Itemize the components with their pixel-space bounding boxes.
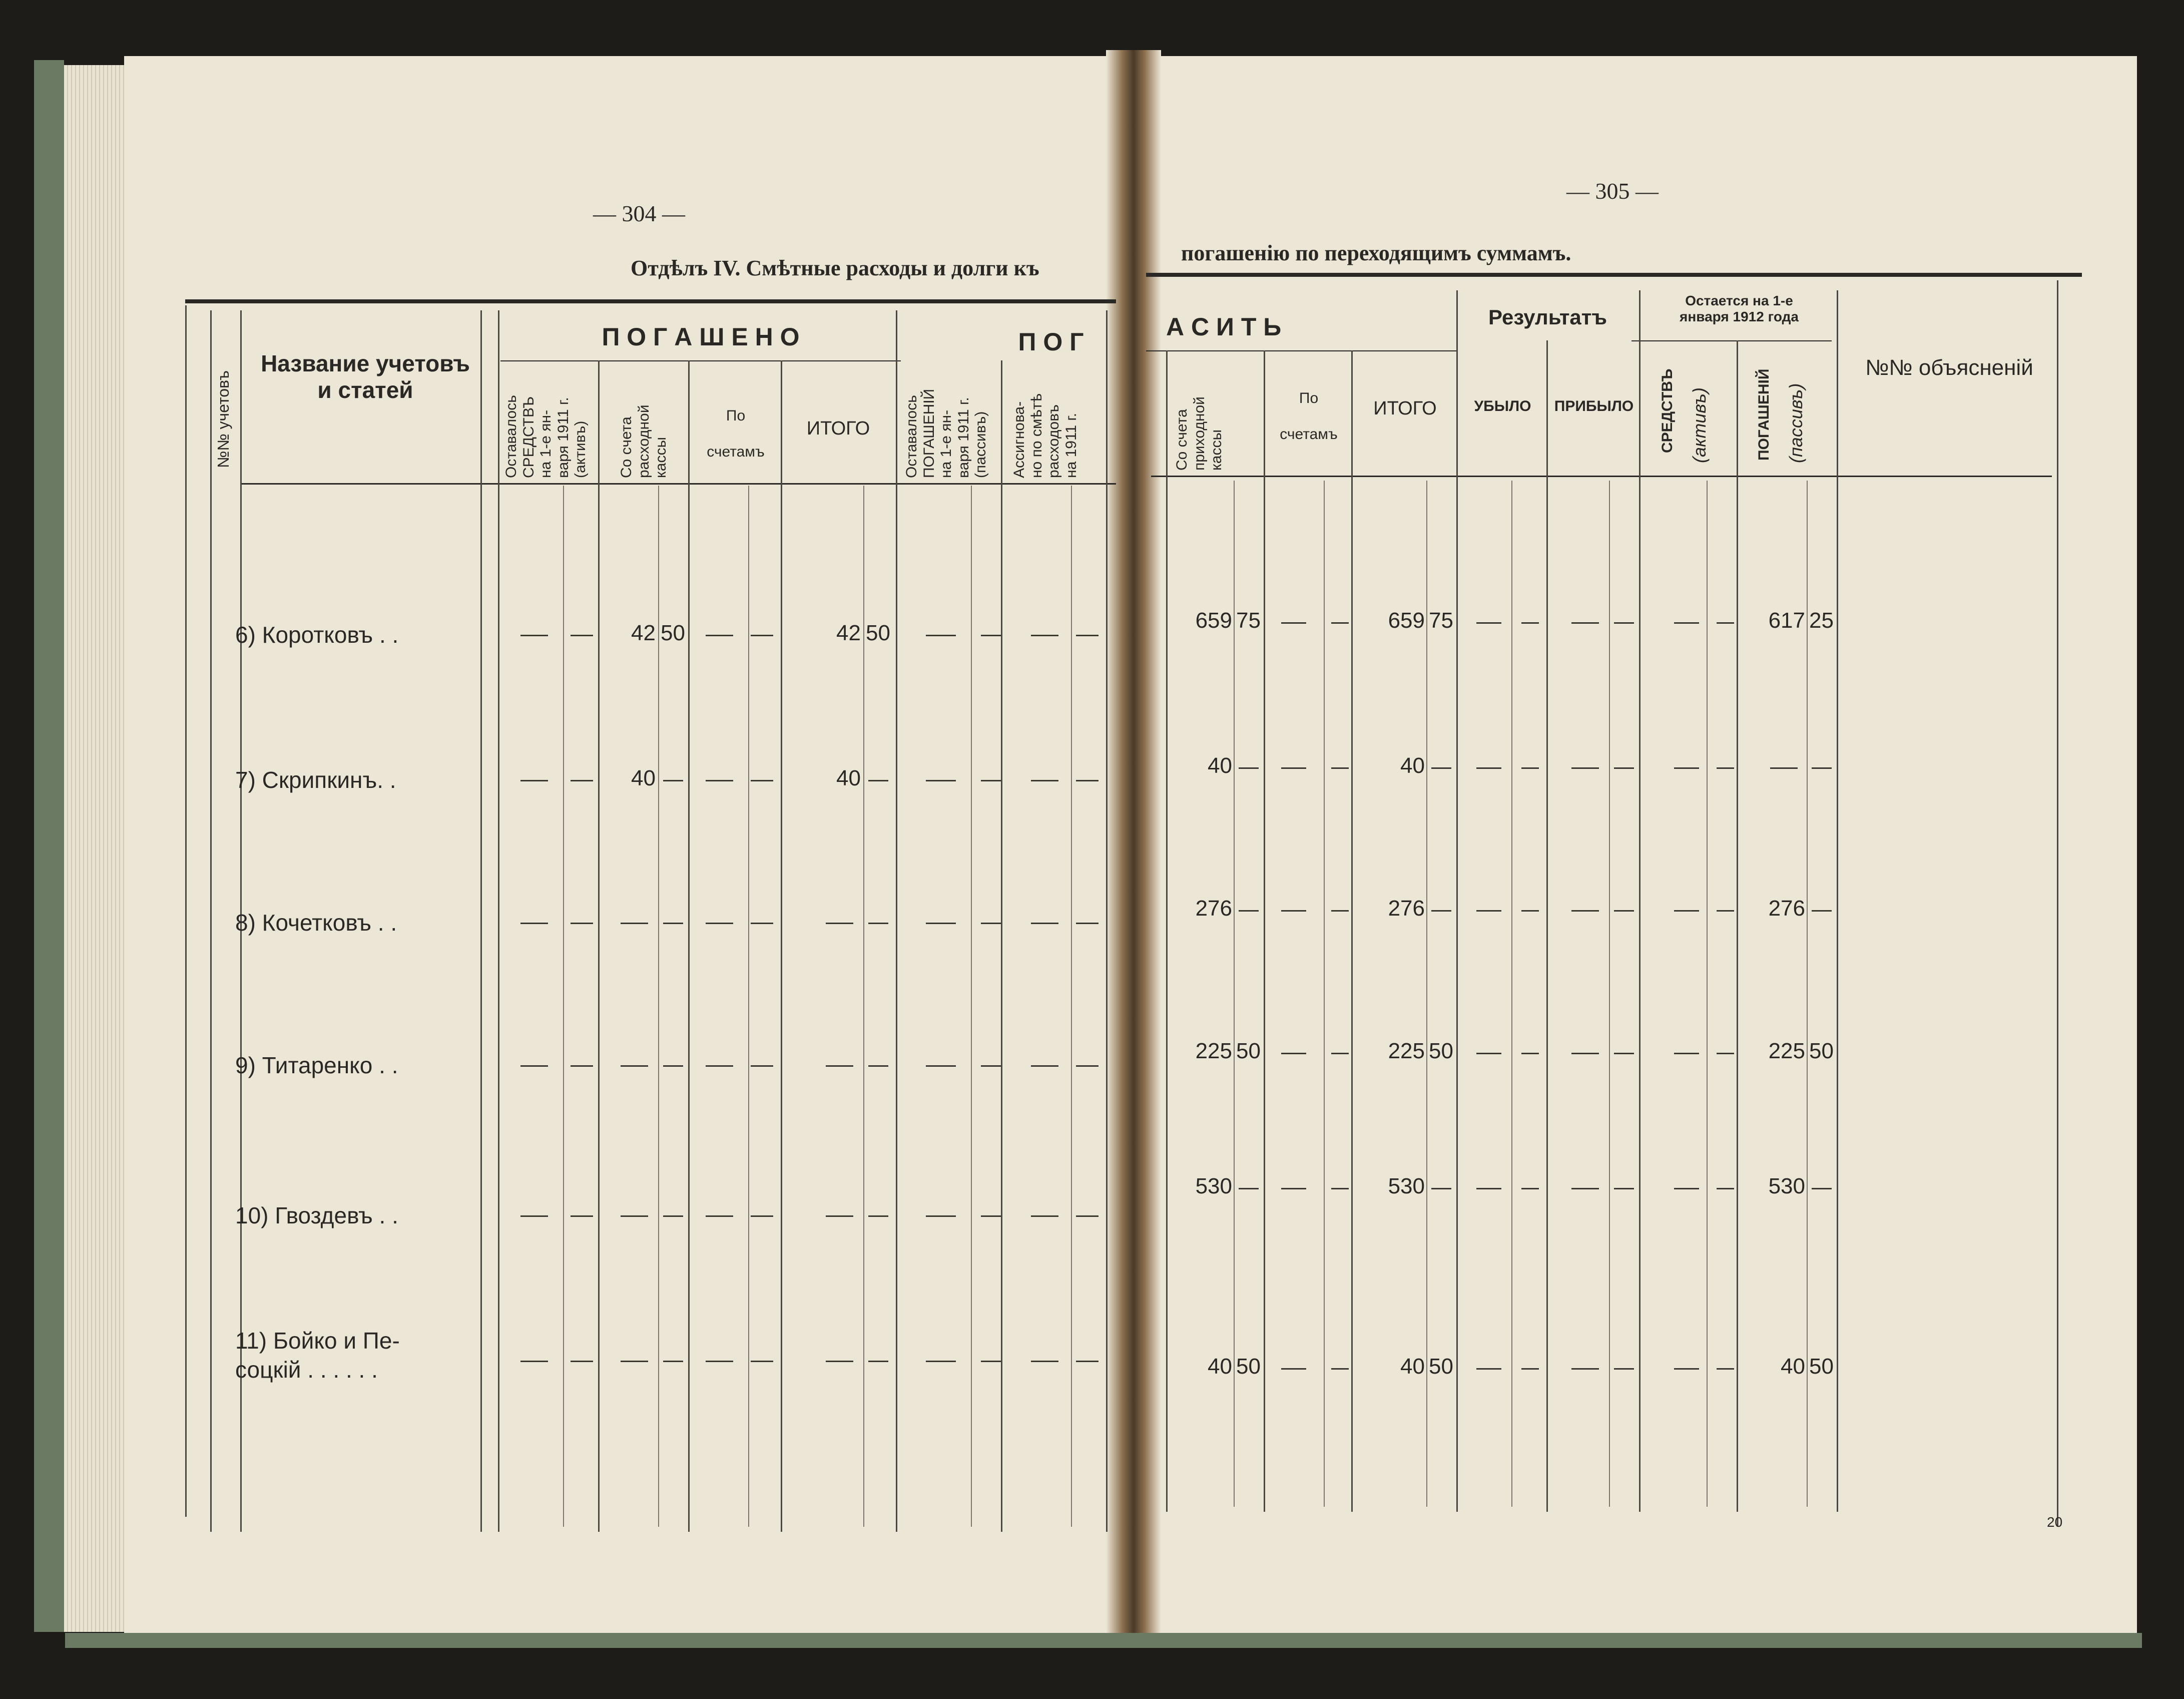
empty-dash <box>1521 1368 1539 1370</box>
empty-dash <box>520 635 548 636</box>
cell-left-so-scheta: 42 <box>631 621 656 645</box>
empty-dash <box>1239 767 1259 769</box>
empty-dash <box>1281 767 1306 769</box>
empty-dash <box>1031 1065 1058 1067</box>
empty-dash <box>1521 622 1539 624</box>
empty-dash <box>1076 1361 1099 1362</box>
empty-dash <box>1031 1215 1058 1217</box>
empty-dash <box>1614 1053 1634 1054</box>
cell-right-itogo-kop: 50 <box>1429 1039 1453 1063</box>
empty-dash <box>621 1215 648 1217</box>
book-gutter <box>1106 50 1161 1647</box>
cell-right-pogasheniy: 617 <box>1768 608 1805 633</box>
empty-dash <box>1239 1188 1259 1189</box>
empty-dash <box>826 1215 853 1217</box>
empty-dash <box>981 1361 1001 1362</box>
cell-right-pogasheniy: 40 <box>1781 1354 1805 1379</box>
left-section-heading: Отдѣлъ IV. Смѣтные расходы и долги къ <box>631 256 1039 280</box>
cell-right-itogo-kop: 50 <box>1429 1354 1453 1379</box>
right-page <box>1128 56 2137 1637</box>
empty-dash <box>520 923 548 924</box>
group-header-ostaetsya: Остается на 1-е января 1912 года <box>1680 293 1799 325</box>
group-header-result: Результатъ <box>1488 305 1607 329</box>
empty-dash <box>1076 635 1099 636</box>
empty-dash <box>1431 767 1451 769</box>
empty-dash <box>981 635 1001 636</box>
col-header-po-schetam-r: По счетамъ <box>1280 390 1338 443</box>
col-header-po-schetam: По счетамъ <box>707 407 765 460</box>
left-table-top-rule <box>185 299 1116 303</box>
empty-dash <box>706 635 733 636</box>
cell-left-so-scheta-kop: 50 <box>661 621 685 645</box>
empty-dash <box>1031 1361 1058 1362</box>
col-header-pribylo: ПРИБЫЛО <box>1554 398 1634 414</box>
right-page-number: — 305 — <box>1566 178 1659 204</box>
cell-right-so-scheta: 659 <box>1195 608 1232 633</box>
empty-dash <box>1031 780 1058 781</box>
col-header-passiv: (пассивъ) <box>1786 383 1806 463</box>
empty-dash <box>621 1361 648 1362</box>
empty-dash <box>751 1361 773 1362</box>
right-header-bottom-rule <box>1151 476 2052 477</box>
empty-dash <box>868 1215 888 1217</box>
empty-dash <box>1476 1188 1501 1189</box>
cell-right-so-scheta: 530 <box>1195 1174 1232 1198</box>
empty-dash <box>1571 910 1599 912</box>
empty-dash <box>1331 767 1349 769</box>
page-edges <box>64 65 124 1632</box>
empty-dash <box>826 1361 853 1362</box>
empty-dash <box>1812 767 1832 769</box>
row-name: 7) Скрипкинъ. . <box>235 767 396 793</box>
cell-right-pogasheniy-kop: 25 <box>1809 608 1834 633</box>
cell-right-so-scheta: 40 <box>1208 1354 1232 1379</box>
right-table-top-rule <box>1146 273 2082 277</box>
empty-dash <box>706 780 733 781</box>
empty-dash <box>1076 1215 1099 1217</box>
empty-dash <box>981 1065 1001 1067</box>
cell-right-so-scheta: 225 <box>1195 1039 1232 1063</box>
empty-dash <box>1674 622 1699 624</box>
empty-dash <box>706 1361 733 1362</box>
empty-dash <box>520 1361 548 1362</box>
col-header-sredstv: СРЕДСТВЪ <box>1659 368 1676 453</box>
empty-dash <box>1476 767 1501 769</box>
empty-dash <box>868 923 888 924</box>
empty-dash <box>706 1215 733 1217</box>
cell-right-pogasheniy-kop: 50 <box>1809 1039 1834 1063</box>
empty-dash <box>1571 1053 1599 1054</box>
empty-dash <box>926 1215 956 1217</box>
empty-dash <box>826 1065 853 1067</box>
empty-dash <box>1331 1188 1349 1189</box>
empty-dash <box>1614 910 1634 912</box>
empty-dash <box>1674 767 1699 769</box>
empty-dash <box>1674 1053 1699 1054</box>
cell-right-so-scheta-kop: 50 <box>1236 1354 1261 1379</box>
col-header-so-scheta-prihod: Со счета приходной кассы <box>1174 396 1225 471</box>
cell-right-so-scheta-kop: 75 <box>1236 608 1261 633</box>
empty-dash <box>1674 1368 1699 1370</box>
empty-dash <box>1476 622 1501 624</box>
group-header-pog: П О Г <box>1018 328 1084 356</box>
empty-dash <box>1717 1188 1734 1189</box>
col-header-ubylo: УБЫЛО <box>1474 398 1531 414</box>
empty-dash <box>926 1361 956 1362</box>
empty-dash <box>1717 1368 1734 1370</box>
empty-dash <box>663 1065 683 1067</box>
col-header-so-scheta-rashod: Со счета расходной кассы <box>618 404 669 478</box>
col-header-account-no: №№ учетовъ <box>214 370 232 468</box>
empty-dash <box>1717 622 1734 624</box>
cell-right-itogo-kop: 75 <box>1429 608 1453 633</box>
empty-dash <box>868 1361 888 1362</box>
row-name: 6) Коротковъ . . <box>235 622 399 648</box>
empty-dash <box>1031 635 1058 636</box>
empty-dash <box>1476 910 1501 912</box>
empty-dash <box>1331 622 1349 624</box>
left-page-number: — 304 — <box>593 201 685 226</box>
col-header-assignovano: Ассигнова- но по смѣтѣ расходовъ на 1911 г. <box>1011 393 1079 478</box>
empty-dash <box>571 1215 593 1217</box>
cell-right-so-scheta: 40 <box>1208 753 1232 778</box>
empty-dash <box>1431 1188 1451 1189</box>
empty-dash <box>520 1215 548 1217</box>
empty-dash <box>571 1361 593 1362</box>
col-header-aktiv: (активъ) <box>1689 387 1710 463</box>
empty-dash <box>571 780 593 781</box>
empty-dash <box>663 780 683 781</box>
cell-right-pogasheniy: 276 <box>1768 896 1805 921</box>
empty-dash <box>1717 910 1734 912</box>
cell-left-itogo: 40 <box>836 766 861 790</box>
empty-dash <box>571 635 593 636</box>
left-group-rule <box>500 360 901 361</box>
cell-right-itogo: 530 <box>1388 1174 1425 1198</box>
empty-dash <box>1717 1053 1734 1054</box>
cell-left-itogo: 42 <box>836 621 861 645</box>
col-header-explain: №№ объясненій <box>1865 355 2033 380</box>
cell-right-itogo: 225 <box>1388 1039 1425 1063</box>
empty-dash <box>1281 1188 1306 1189</box>
book-cover-left <box>34 60 64 1632</box>
empty-dash <box>621 1065 648 1067</box>
empty-dash <box>663 1215 683 1217</box>
left-header-bottom-rule <box>240 483 1116 485</box>
empty-dash <box>1521 767 1539 769</box>
empty-dash <box>826 923 853 924</box>
empty-dash <box>520 1065 548 1067</box>
empty-dash <box>1614 767 1634 769</box>
group-header-asit: А С И Т Ь <box>1166 313 1282 341</box>
empty-dash <box>868 1065 888 1067</box>
empty-dash <box>1281 1053 1306 1054</box>
col-header-pogasheniy: ПОГАШЕНІЙ <box>1756 368 1772 461</box>
empty-dash <box>926 635 956 636</box>
row-name: 8) Кочетковъ . . <box>235 910 397 936</box>
right-group-rule <box>1146 350 1456 351</box>
empty-dash <box>868 780 888 781</box>
empty-dash <box>1076 1065 1099 1067</box>
empty-dash <box>751 923 773 924</box>
empty-dash <box>1281 622 1306 624</box>
row-name: 9) Титаренко . . <box>235 1052 398 1078</box>
empty-dash <box>706 923 733 924</box>
empty-dash <box>751 1065 773 1067</box>
empty-dash <box>926 1065 956 1067</box>
empty-dash <box>1717 767 1734 769</box>
empty-dash <box>1331 1368 1349 1370</box>
empty-dash <box>1614 1188 1634 1189</box>
empty-dash <box>1331 910 1349 912</box>
empty-dash <box>1076 923 1099 924</box>
row-name: 11) Бойко и Пе- соцкій . . . . . . <box>235 1328 400 1383</box>
col-header-name: Название учетовъ и статей <box>261 350 470 403</box>
empty-dash <box>1281 1368 1306 1370</box>
cell-right-itogo: 40 <box>1400 753 1425 778</box>
cell-right-so-scheta-kop: 50 <box>1236 1039 1261 1063</box>
empty-dash <box>1431 910 1451 912</box>
cell-right-pogasheniy-kop: 50 <box>1809 1354 1834 1379</box>
empty-dash <box>1239 910 1259 912</box>
left-page <box>124 56 1128 1637</box>
empty-dash <box>1812 910 1832 912</box>
empty-dash <box>1476 1368 1501 1370</box>
cell-left-itogo-kop: 50 <box>866 621 890 645</box>
empty-dash <box>706 1065 733 1067</box>
empty-dash <box>1476 1053 1501 1054</box>
empty-dash <box>1674 1188 1699 1189</box>
empty-dash <box>751 780 773 781</box>
empty-dash <box>1031 923 1058 924</box>
empty-dash <box>1571 1368 1599 1370</box>
cell-right-itogo: 276 <box>1388 896 1425 921</box>
empty-dash <box>571 923 593 924</box>
empty-dash <box>981 923 1001 924</box>
cell-right-itogo: 40 <box>1400 1354 1425 1379</box>
empty-dash <box>751 635 773 636</box>
empty-dash <box>1571 1188 1599 1189</box>
empty-dash <box>571 1065 593 1067</box>
cell-right-pogasheniy: 530 <box>1768 1174 1805 1198</box>
cell-right-pogasheniy: 225 <box>1768 1039 1805 1063</box>
empty-dash <box>1521 910 1539 912</box>
empty-dash <box>926 923 956 924</box>
empty-dash <box>751 1215 773 1217</box>
cell-right-itogo: 659 <box>1388 608 1425 633</box>
row-name: 10) Гвоздевъ . . <box>235 1202 398 1228</box>
right-result-rule <box>1631 340 1832 341</box>
empty-dash <box>1812 1188 1832 1189</box>
group-header-pogasheno: П О Г А Ш Е Н О <box>602 323 800 351</box>
col-header-itogo: ИТОГО <box>806 418 870 439</box>
empty-dash <box>981 780 1001 781</box>
empty-dash <box>1331 1053 1349 1054</box>
empty-dash <box>926 780 956 781</box>
empty-dash <box>1614 622 1634 624</box>
right-section-heading: погашенію по переходящимъ суммамъ. <box>1181 241 1571 265</box>
empty-dash <box>1770 767 1798 769</box>
cell-right-so-scheta: 276 <box>1195 896 1232 921</box>
empty-dash <box>1076 780 1099 781</box>
col-header-ostavalos-sredstv: Оставалось СРЕДСТВЪ на 1-е ян- варя 1911 г. (активъ) <box>503 395 589 478</box>
empty-dash <box>621 923 648 924</box>
empty-dash <box>1571 767 1599 769</box>
empty-dash <box>663 1361 683 1362</box>
page-signature-mark: 20 <box>2047 1514 2063 1530</box>
empty-dash <box>1521 1188 1539 1189</box>
empty-dash <box>663 923 683 924</box>
empty-dash <box>981 1215 1001 1217</box>
col-header-itogo-r: ИТОГО <box>1373 398 1437 419</box>
empty-dash <box>1281 910 1306 912</box>
empty-dash <box>1521 1053 1539 1054</box>
cell-left-so-scheta: 40 <box>631 766 656 790</box>
empty-dash <box>1614 1368 1634 1370</box>
book-cover-bottom <box>65 1633 2142 1648</box>
empty-dash <box>1571 622 1599 624</box>
empty-dash <box>520 780 548 781</box>
empty-dash <box>1674 910 1699 912</box>
col-header-ostavalos-pogasheniy: Оставалось ПОГАШЕНІЙ на 1-е ян- варя 1911 г. (пассивъ) <box>903 388 989 478</box>
